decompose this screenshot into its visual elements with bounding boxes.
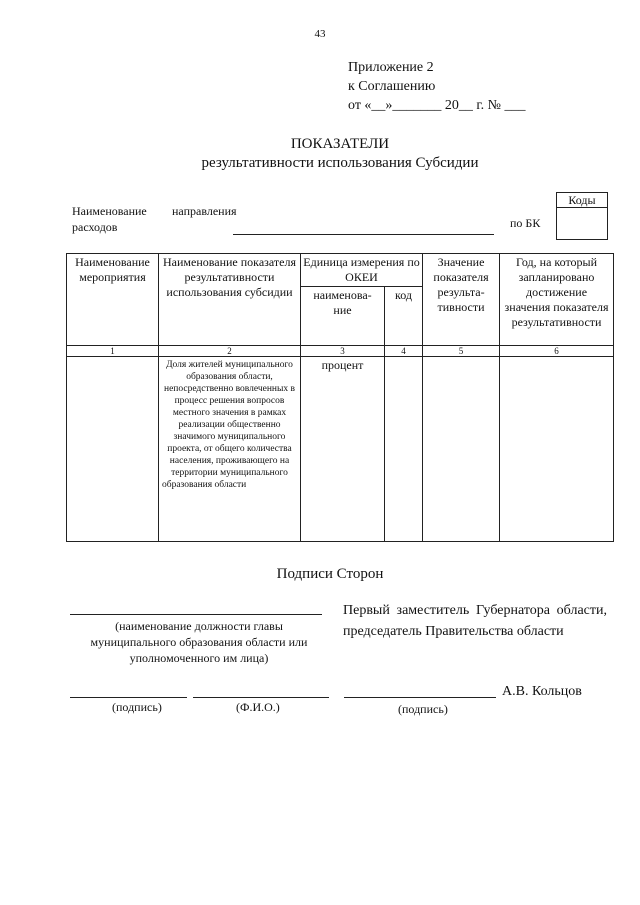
bk-label: по БК	[510, 216, 541, 230]
appendix-reference	[348, 58, 525, 115]
left-fio-caption: (Ф.И.О.)	[236, 700, 280, 714]
appendix-line-2: к Соглашению	[348, 79, 436, 94]
codes-box	[556, 192, 608, 240]
column-number-4: 4	[385, 346, 423, 357]
expense-label-line-1: Наименование	[72, 204, 147, 218]
appendix-line-3: от «__»_______ 20__ г. № ___	[348, 98, 526, 113]
left-position-line	[70, 614, 322, 615]
right-signature-line	[344, 697, 496, 698]
right-position: Первый заместитель Губернатора области, председатель Правительства области	[343, 603, 607, 639]
column-number-2: 2	[159, 346, 301, 357]
appendix-line-1: Приложение 2	[348, 60, 434, 75]
right-signatory-name: А.В. Кольцов	[502, 684, 582, 699]
document-title: ПОКАЗАТЕЛИ	[290, 136, 390, 152]
table-row	[67, 357, 614, 542]
cell-unit-code	[385, 357, 423, 542]
column-number-3: 3	[301, 346, 385, 357]
expense-name-line	[233, 234, 494, 235]
cell-indicator: Доля жителей муниципального образования области, непосредственно вовлеченных в процесс решения вопросов местного значения в рамках реализации общественно значимого муниципального проекта, от общего количества населения, проживающего на территории муниципального образования области	[159, 357, 301, 542]
column-number-5: 5	[423, 346, 500, 357]
cell-year	[500, 357, 614, 542]
cell-activity	[67, 357, 159, 542]
header-value: Значение показателя результа- тивности	[423, 254, 500, 346]
header-unit-code: код	[385, 287, 423, 346]
document-subtitle: результативности использования Субсидии	[201, 155, 479, 171]
header-unit-name: наименова- ние	[301, 287, 385, 346]
header-activity: Наименование мероприятия	[67, 254, 159, 346]
column-number-1: 1	[67, 346, 159, 357]
right-signature-caption: (подпись)	[398, 702, 448, 716]
cell-value	[423, 357, 500, 542]
expense-label-line-2: расходов	[72, 220, 118, 234]
left-signature-caption: (подпись)	[112, 700, 162, 714]
header-indicator: Наименование показателя результативности использования субсидии	[159, 254, 301, 346]
left-signature-line	[70, 697, 187, 698]
left-fio-line	[193, 697, 329, 698]
codes-header: Коды	[557, 193, 607, 208]
header-unit-group: Единица измерения по ОКЕИ	[301, 254, 423, 287]
cell-unit-name: процент	[301, 357, 385, 542]
indicators-table	[66, 253, 614, 542]
left-position-caption: (наименование должности главы муниципального образования области или уполномоченного им лица)	[90, 619, 308, 665]
column-number-6: 6	[500, 346, 614, 357]
header-year: Год, на который запланировано достижение значения показателя результативности	[500, 254, 614, 346]
expense-direction-label: направления	[172, 204, 237, 218]
page-number: 43	[314, 28, 326, 40]
signatures-title: Подписи Сторон	[276, 566, 384, 582]
